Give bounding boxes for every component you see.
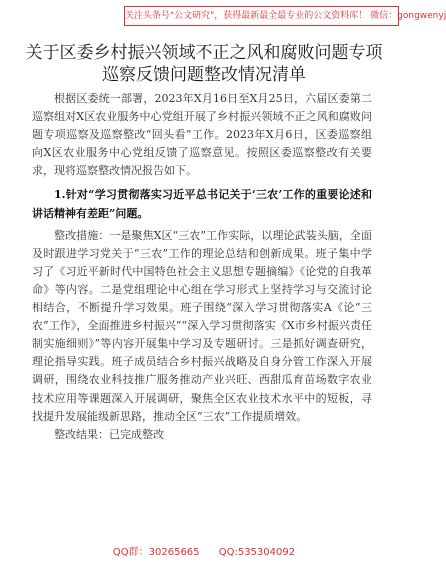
measures-paragraph: 整改措施：一是聚焦X区“三农”工作实际，以理论武装头脑，全面及时跟进学习党关于“三农”工作的理论总结和创新成果。班子集中学习了《习近平新时代中国特色社会主义思想专题摘编》《论党的自我革命》等内容。二是党组理论中心组在学习形式上坚持学习与交流讨论相结合，不断提升学习效果。班子围绕“深入学习贯彻落实A《论“三农”工作》，全面推进乡村振兴”“深入学习贯彻落实《X市乡村振兴责任制实施细则》”等内容开展集中学习及专题研讨。三是抓好调查研究，理论指导实践。班子成员结合乡村振兴战略及自身分管工作深入开展调研，围绕农业科技推广服务推动产业兴旺、西甜瓜育苗场数字农业技术应用等课题深入开展调研，聚焦全区农业技术水平中的短板，寻找提升发展能级新思路，推动全区“三农”工作提质增效。 bbox=[32, 228, 372, 423]
document-title: 关于区委乡村振兴领域不正之风和腐败问题专项巡察反馈问题整改情况清单 bbox=[25, 43, 383, 85]
qq-number: QQ:535304092 bbox=[218, 547, 296, 558]
section-heading: 1.针对“学习贯彻落实习近平总书记关于‘三农’工作的重要论述和讲话精神有差距”问题。 bbox=[32, 188, 372, 220]
footer-contact bbox=[0, 543, 408, 558]
result-paragraph: 整改结果：已完成整改 bbox=[54, 427, 164, 441]
intro-paragraph: 根据区委统一部署，2023年X月16日至X月25日，六届区委第二巡察组对X区农业服务中心党组开展了乡村振兴领域不正之风和腐败问题专项巡察及巡察整改“回头看”工作。2023年X月6日，区委巡察组向X区农业服务中心党组反馈了巡察意见。按照区委巡察整改有关要求，现将巡察整改情况报告如下。 bbox=[32, 92, 372, 178]
promo-banner: 关注头条号"公文研究"，获得最新最全最专业的公文资料库！ 微信：gongwenyj bbox=[124, 6, 399, 26]
document-body bbox=[32, 90, 372, 444]
qq-group: QQ群：30265665 bbox=[112, 547, 200, 558]
